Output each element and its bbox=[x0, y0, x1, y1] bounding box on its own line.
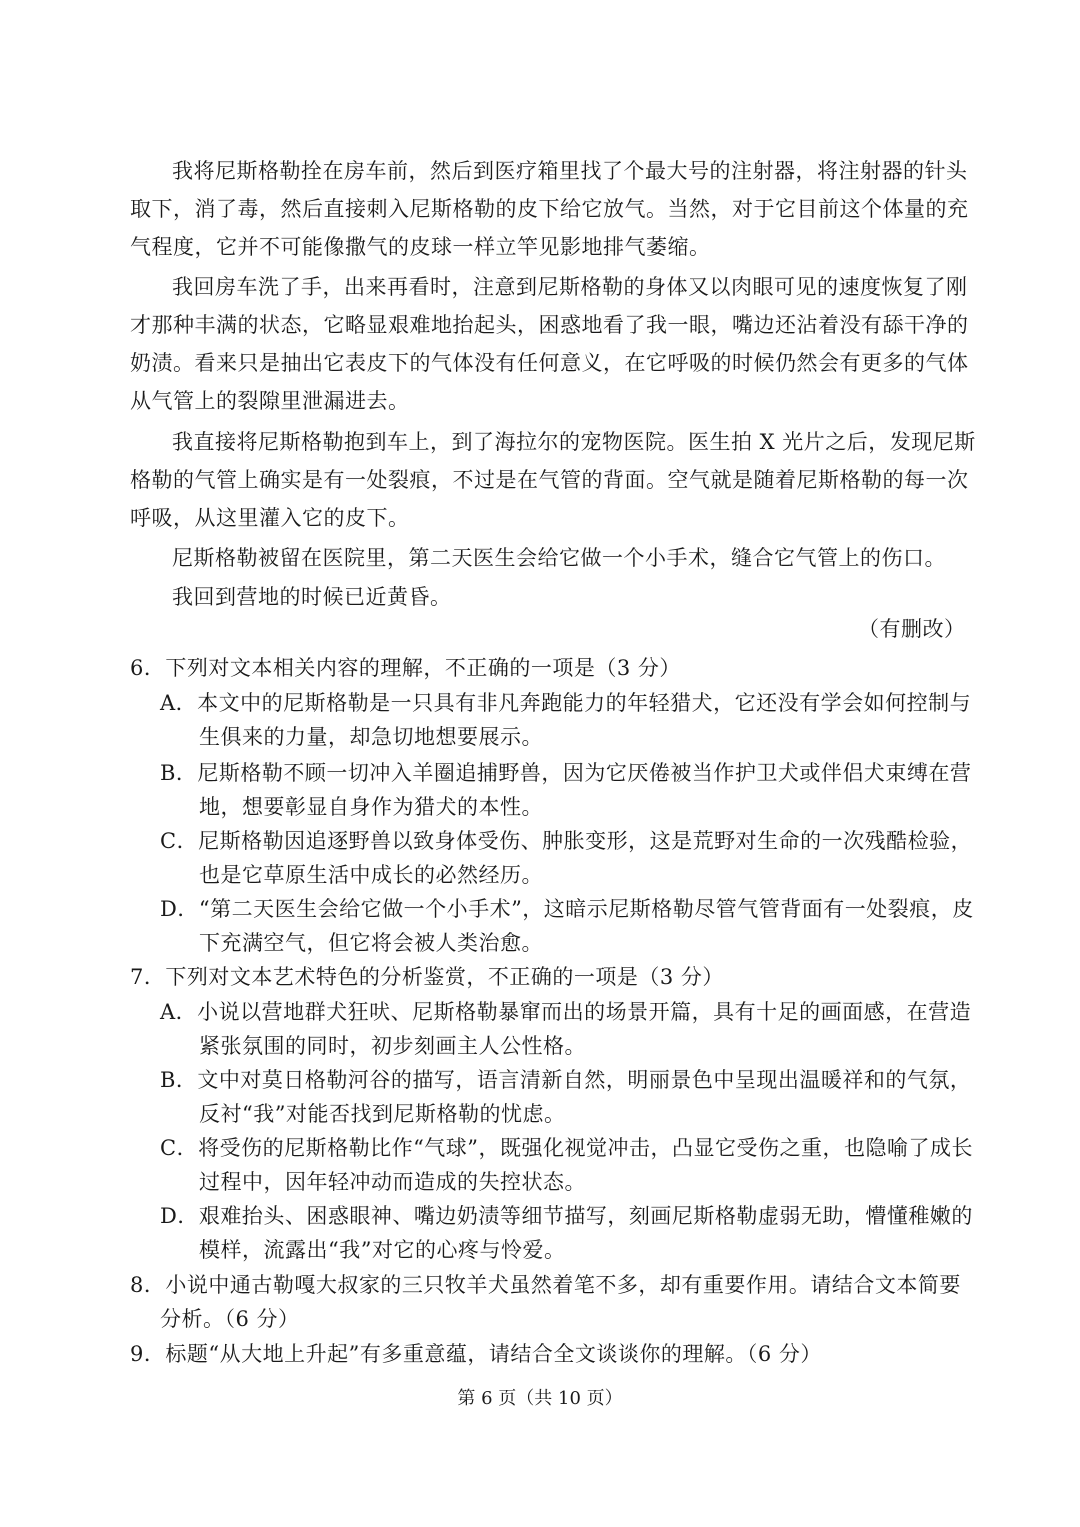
q6-option-c-cont: 也是它草原生活中成长的必然经历。 bbox=[199, 863, 543, 887]
q6-option-a: A．本文中的尼斯格勒是一只具有非凡奔跑能力的年轻猎犬，它还没有学会如何控制与 bbox=[160, 691, 972, 715]
passage-line: 我直接将尼斯格勒抱到车上，到了海拉尔的宠物医院。医生拍 X 光片之后，发现尼斯 bbox=[172, 430, 976, 454]
question-8-cont: 分析。（6 分） bbox=[160, 1307, 300, 1331]
question-6-stem: 6．下列对文本相关内容的理解，不正确的一项是（3 分） bbox=[130, 656, 681, 680]
question-9: 9．标题“从大地上升起”有多重意蕴，请结合全文谈谈你的理解。（6 分） bbox=[130, 1342, 822, 1366]
q6-option-b: B．尼斯格勒不顾一切冲入羊圈追捕野兽，因为它厌倦被当作护卫犬或伴侣犬束缚在营 bbox=[160, 761, 972, 785]
question-7-stem: 7．下列对文本艺术特色的分析鉴赏，不正确的一项是（3 分） bbox=[130, 965, 724, 989]
q7-option-b: B．文中对莫日格勒河谷的描写，语言清新自然，明丽景色中呈现出温暖祥和的气氛， bbox=[160, 1068, 972, 1092]
q7-option-c-cont: 过程中，因年轻冲动而造成的失控状态。 bbox=[199, 1170, 586, 1194]
passage-line: 从气管上的裂隙里泄漏进去。 bbox=[130, 389, 410, 413]
q6-option-a-cont: 生俱来的力量，却急切地想要展示。 bbox=[199, 725, 543, 749]
passage-line: 尼斯格勒被留在医院里，第二天医生会给它做一个小手术，缝合它气管上的伤口。 bbox=[172, 546, 946, 570]
passage-line: 我回房车洗了手，出来再看时，注意到尼斯格勒的身体又以肉眼可见的速度恢复了刚 bbox=[172, 275, 968, 299]
q6-option-c: C．尼斯格勒因追逐野兽以致身体受伤、肿胀变形，这是荒野对生命的一次残酷检验， bbox=[160, 829, 973, 853]
question-8: 8．小说中通古勒嘎大叔家的三只牧羊犬虽然着笔不多，却有重要作用。请结合文本简要 bbox=[130, 1273, 961, 1297]
q7-option-c: C．将受伤的尼斯格勒比作“气球”，既强化视觉冲击，凸显它受伤之重，也隐喻了成长 bbox=[160, 1136, 974, 1160]
q7-option-a-cont: 紧张氛围的同时，初步刻画主人公性格。 bbox=[199, 1034, 586, 1058]
passage-line: 才那种丰满的状态，它略显艰难地抬起头，困惑地看了我一眼，嘴边还沾着没有舔干净的 bbox=[130, 313, 969, 337]
passage-line: 呼吸，从这里灌入它的皮下。 bbox=[130, 506, 410, 530]
passage-line: 气程度，它并不可能像撒气的皮球一样立竿见影地排气萎缩。 bbox=[130, 235, 711, 259]
passage-line: 我将尼斯格勒拴在房车前，然后到医疗箱里找了个最大号的注射器，将注射器的针头 bbox=[172, 159, 968, 183]
page-footer: 第 6 页（共 10 页） bbox=[457, 1388, 623, 1409]
q7-option-a: A．小说以营地群犬狂吠、尼斯格勒暴窜而出的场景开篇，具有十足的画面感，在营造 bbox=[160, 1000, 972, 1024]
q6-option-d-cont: 下充满空气，但它将会被人类治愈。 bbox=[199, 931, 543, 955]
q6-option-d: D．“第二天医生会给它做一个小手术”，这暗示尼斯格勒尽管气管背面有一处裂痕，皮 bbox=[160, 897, 974, 921]
passage-line: 奶渍。看来只是抽出它表皮下的气体没有任何意义，在它呼吸的时候仍然会有更多的气体 bbox=[130, 351, 969, 375]
q7-option-d-cont: 模样，流露出“我”对它的心疼与怜爱。 bbox=[199, 1238, 566, 1262]
passage-line: 格勒的气管上确实是有一处裂痕，不过是在气管的背面。空气就是随着尼斯格勒的每一次 bbox=[130, 468, 969, 492]
passage-line: 我回到营地的时候已近黄昏。 bbox=[172, 585, 452, 609]
edit-note: （有删改） bbox=[858, 617, 966, 641]
passage-line: 取下，消了毒，然后直接刺入尼斯格勒的皮下给它放气。当然，对于它目前这个体量的充 bbox=[130, 197, 969, 221]
q7-option-d: D．艰难抬头、困惑眼神、嘴边奶渍等细节描写，刻画尼斯格勒虚弱无助，懵懂稚嫩的 bbox=[160, 1204, 973, 1228]
q6-option-b-cont: 地，想要彰显自身作为猎犬的本性。 bbox=[199, 795, 543, 819]
q7-option-b-cont: 反衬“我”对能否找到尼斯格勒的忧虑。 bbox=[199, 1102, 566, 1126]
